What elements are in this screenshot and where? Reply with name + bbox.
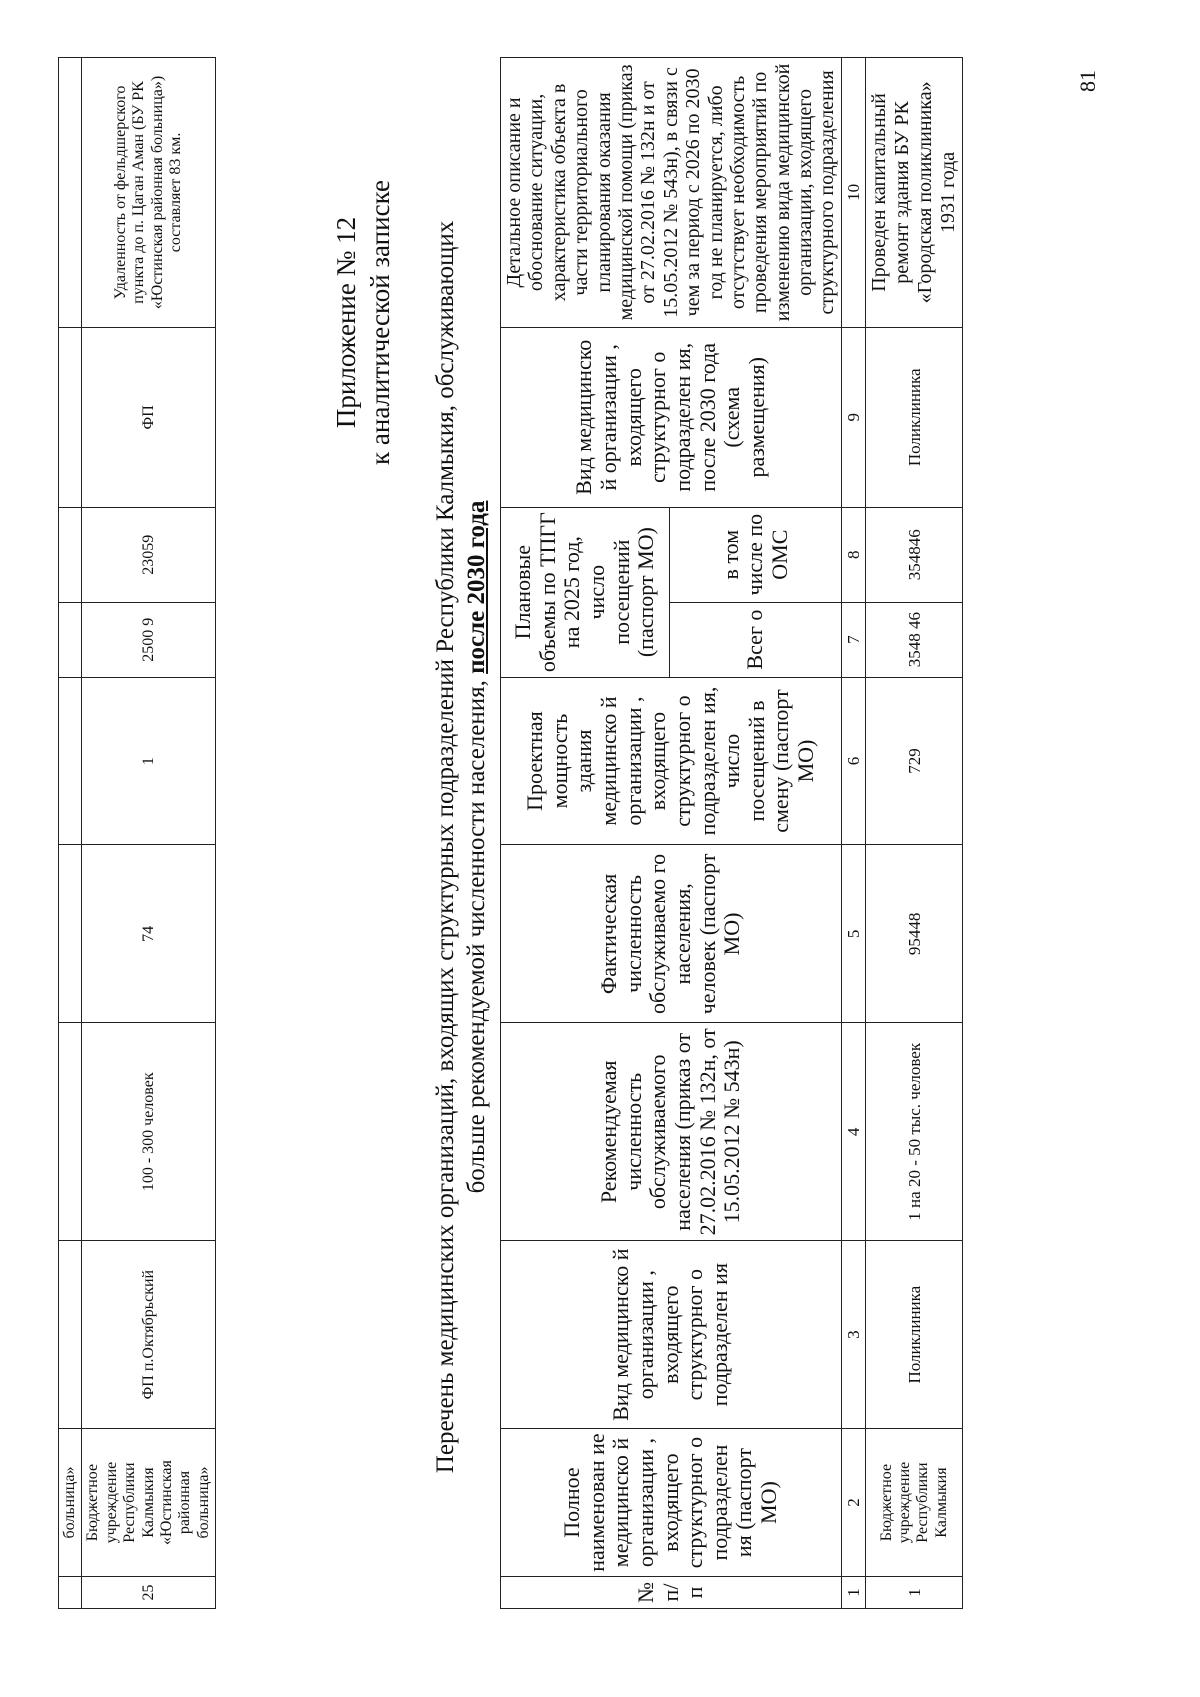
header-row: № п/п Полное наименован ие медицинско й организации , входящего структурног о подразделен ия (паспорт МО) Вид медицинско й организации , входящего структурног о подразделен ия Рекомендуемая численность обслуживаемого населения (приказ от 27.02.2016 № 132н, от 15.05.2012 № 543н) Фактическая численность обслуживаемо го населения, человек (паспорт МО) Проектная мощность здания медицинско й организации , входящего структурног о подразделен ия, число посещений в смену (паспорт МО) Плановые объемы по ТПГГ на 2025 год, число посещений (паспорт МО) Вид медицинско й организации , входящего структурног о подразделен ия, после 2030 года (схема размещения) Детальное описание и обоснование ситуации, характеристика объекта в части территориального планирования оказания медицинской помощи (приказ от 27.02.2016 № 132н и от 15.05.2012 № 543н), в связи с чем за период с 2026 по 2030 год не планируется, либо отсутствует необходимость проведения мероприятий по изменению вида медицинской организации, входящего структурного подразделения (501, 58, 670, 1609)
header-subrow: Всег о в том числе по ОМС (670, 58, 842, 1609)
column-numbers-row: 1 2 3 4 5 6 7 8 9 10 (841, 58, 866, 1609)
document-heading: Перечень медицинских организаций, входящих структурных подразделений Республики Калмыкия, обслуживающих больше рекомендуемой численности населения, после 2030 года (432, 220, 491, 1474)
table-row: 1 Бюджетное учреждение Республики Калмыкия Поликлиника 1 на 20 - 50 тыс. человек 95448 729 3548 46 354846 Поликлиника Проведен капитальный ремонт здания БУ РК «Городская поликлиника» 1931 года (866, 58, 963, 1609)
continuation-table (58, 57, 216, 1609)
page-number: 81 (1075, 70, 1100, 92)
table-row: больница» (59, 58, 82, 1609)
main-table (500, 57, 963, 1609)
appendix-label: Приложение № 12 к аналитической записке (331, 180, 395, 465)
table-row: 25 Бюджетное учреждение Республики Калмыкия «Юстинская районная больница» ФП п.Октябрьский 100 - 300 человек 74 1 2500 9 23059 ФП Удаленность от фельдшерского пункта до п. Цаган Аман (БУ РК «Юстинская районная больница») составляет 83 км. (82, 58, 216, 1609)
